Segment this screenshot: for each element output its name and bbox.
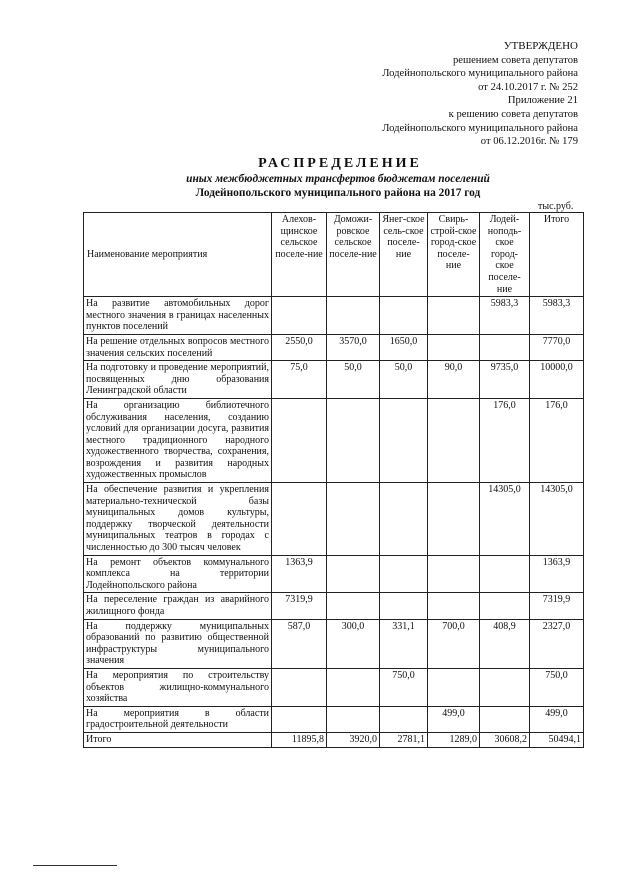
table-row [84, 555, 584, 593]
table-cell [480, 555, 530, 593]
approval-line: решением совета депутатов [452, 54, 578, 66]
table-cell: 300,0 [327, 619, 380, 668]
table-cell [272, 297, 327, 335]
table-cell: 7319,9 [530, 593, 584, 619]
table-cell: На организацию библиотечного обслуживания населения, созданию условий для организации досуга, развития местного традиционного народного художественного творчества, сохранения, возрождения и развития народных художественных промыслов [84, 398, 272, 482]
table-cell: 700,0 [428, 619, 480, 668]
header-cell: Янег-ское сель-ское поселе-ние [380, 213, 428, 297]
table-cell [327, 668, 380, 706]
table-cell: 331,1 [380, 619, 428, 668]
table-row [84, 334, 584, 360]
table-cell [380, 593, 428, 619]
approval-line: к решению совета депутатов [448, 108, 578, 120]
table-row [84, 593, 584, 619]
table-cell [428, 334, 480, 360]
table-cell: 50,0 [380, 361, 428, 399]
table-cell [327, 483, 380, 556]
table-cell [380, 555, 428, 593]
table-cell: 5983,3 [530, 297, 584, 335]
table-cell: На поддержку муниципальных образований по развитию общественной инфраструктуры муниципального значения [84, 619, 272, 668]
approval-line: УТВЕРЖДЕНО [503, 40, 578, 52]
document-subtitle: иных межбюджетных трансфертов бюджетам поселений [186, 173, 490, 185]
table-cell: 9735,0 [480, 361, 530, 399]
table-cell: 176,0 [480, 398, 530, 482]
header-cell: Лодей-ноподь-ское город-ское поселе-ние [480, 213, 530, 297]
table-cell: 14305,0 [480, 483, 530, 556]
total-cell: 3920,0 [327, 732, 380, 747]
table-cell: На ремонт объектов коммунального комплекса на территории Лодейнопольского района [84, 555, 272, 593]
table-cell: 75,0 [272, 361, 327, 399]
title-block [0, 156, 640, 200]
table-cell: 750,0 [380, 668, 428, 706]
table-cell: 2550,0 [272, 334, 327, 360]
table-cell: На развитие автомобильных дорог местного значения в границах населенных пунктов поселений [84, 297, 272, 335]
table-cell: 7319,9 [272, 593, 327, 619]
table-cell: На обеспечение развития и укрепления материально-технической базы муниципальных домов культуры, поддержку творческой деятельности муниципальных театров в городах с численностью до 300 тысяч человек [84, 483, 272, 556]
table-cell: 1363,9 [530, 555, 584, 593]
table-cell: 90,0 [428, 361, 480, 399]
table-cell [480, 334, 530, 360]
table-cell [380, 483, 428, 556]
total-row [84, 732, 584, 747]
table-cell: 587,0 [272, 619, 327, 668]
approval-block [382, 40, 578, 149]
table-cell [327, 297, 380, 335]
document-title: РАСПРЕДЕЛЕНИЕ [258, 156, 422, 171]
table-cell [380, 706, 428, 732]
approval-line: от 06.12.2016г. № 179 [480, 136, 578, 148]
table-cell: 5983,3 [480, 297, 530, 335]
table-cell [428, 593, 480, 619]
table-cell [272, 483, 327, 556]
total-label: Итого [84, 732, 272, 747]
table-cell: 499,0 [428, 706, 480, 732]
table-cell [480, 593, 530, 619]
table-row [84, 668, 584, 706]
table-cell: 408,9 [480, 619, 530, 668]
table-cell [480, 706, 530, 732]
table-cell: На мероприятия по строительству объектов жилищно-коммунального хозяйства [84, 668, 272, 706]
table-cell: На мероприятия в области градостроительной деятельности [84, 706, 272, 732]
table-cell: 499,0 [530, 706, 584, 732]
table-cell: 1650,0 [380, 334, 428, 360]
table-cell [327, 593, 380, 619]
total-cell: 1289,0 [428, 732, 480, 747]
table-cell [480, 668, 530, 706]
table-cell [272, 398, 327, 482]
table-cell [380, 297, 428, 335]
table-row [84, 297, 584, 335]
approval-line: Лодейнопольского муниципального района [382, 122, 578, 134]
table-row [84, 361, 584, 399]
table-row [84, 398, 584, 482]
table-cell [327, 706, 380, 732]
footnote-divider [33, 865, 117, 866]
document-subtitle-2: Лодейнопольского муниципального района на 2017 год [195, 187, 481, 199]
table-cell [272, 668, 327, 706]
table-cell [428, 668, 480, 706]
total-cell: 30608,2 [480, 732, 530, 747]
approval-line: Лодейнопольского муниципального района [382, 68, 578, 80]
table-cell: 50,0 [327, 361, 380, 399]
table-cell: На переселение граждан из аварийного жилищного фонда [84, 593, 272, 619]
table-row [84, 619, 584, 668]
table-cell: 14305,0 [530, 483, 584, 556]
header-cell: Наименование мероприятия [84, 213, 272, 297]
total-cell: 11895,8 [272, 732, 327, 747]
total-cell: 2781,1 [380, 732, 428, 747]
distribution-table [83, 212, 584, 748]
table-cell [428, 398, 480, 482]
table-cell: 176,0 [530, 398, 584, 482]
table-cell: 10000,0 [530, 361, 584, 399]
table-cell [380, 398, 428, 482]
table-cell [428, 297, 480, 335]
table-cell: 1363,9 [272, 555, 327, 593]
table-cell: 3570,0 [327, 334, 380, 360]
table-cell [428, 555, 480, 593]
table-cell: 750,0 [530, 668, 584, 706]
total-cell: 50494,1 [530, 732, 584, 747]
table-cell: 2327,0 [530, 619, 584, 668]
header-cell: Свирь-строй-ское город-ское поселе-ние [428, 213, 480, 297]
header-cell: Итого [530, 213, 584, 297]
table-row [84, 483, 584, 556]
table-cell [327, 398, 380, 482]
approval-line: Приложение 21 [507, 95, 578, 107]
table-row [84, 706, 584, 732]
table-cell [272, 706, 327, 732]
approval-line: от 24.10.2017 г. № 252 [478, 81, 578, 93]
table-cell: На подготовку и проведение мероприятий, посвященных дню образования Ленинградской области [84, 361, 272, 399]
table-cell: На решение отдельных вопросов местного значения сельских поселений [84, 334, 272, 360]
header-cell: Алехов-щинское сельское поселе-ние [272, 213, 327, 297]
table-cell: 7770,0 [530, 334, 584, 360]
table-cell [428, 483, 480, 556]
table-cell [327, 555, 380, 593]
header-cell: Доможи-ровское сельское поселе-ние [327, 213, 380, 297]
units-label: тыс.руб. [538, 201, 574, 212]
header-row [84, 213, 584, 297]
